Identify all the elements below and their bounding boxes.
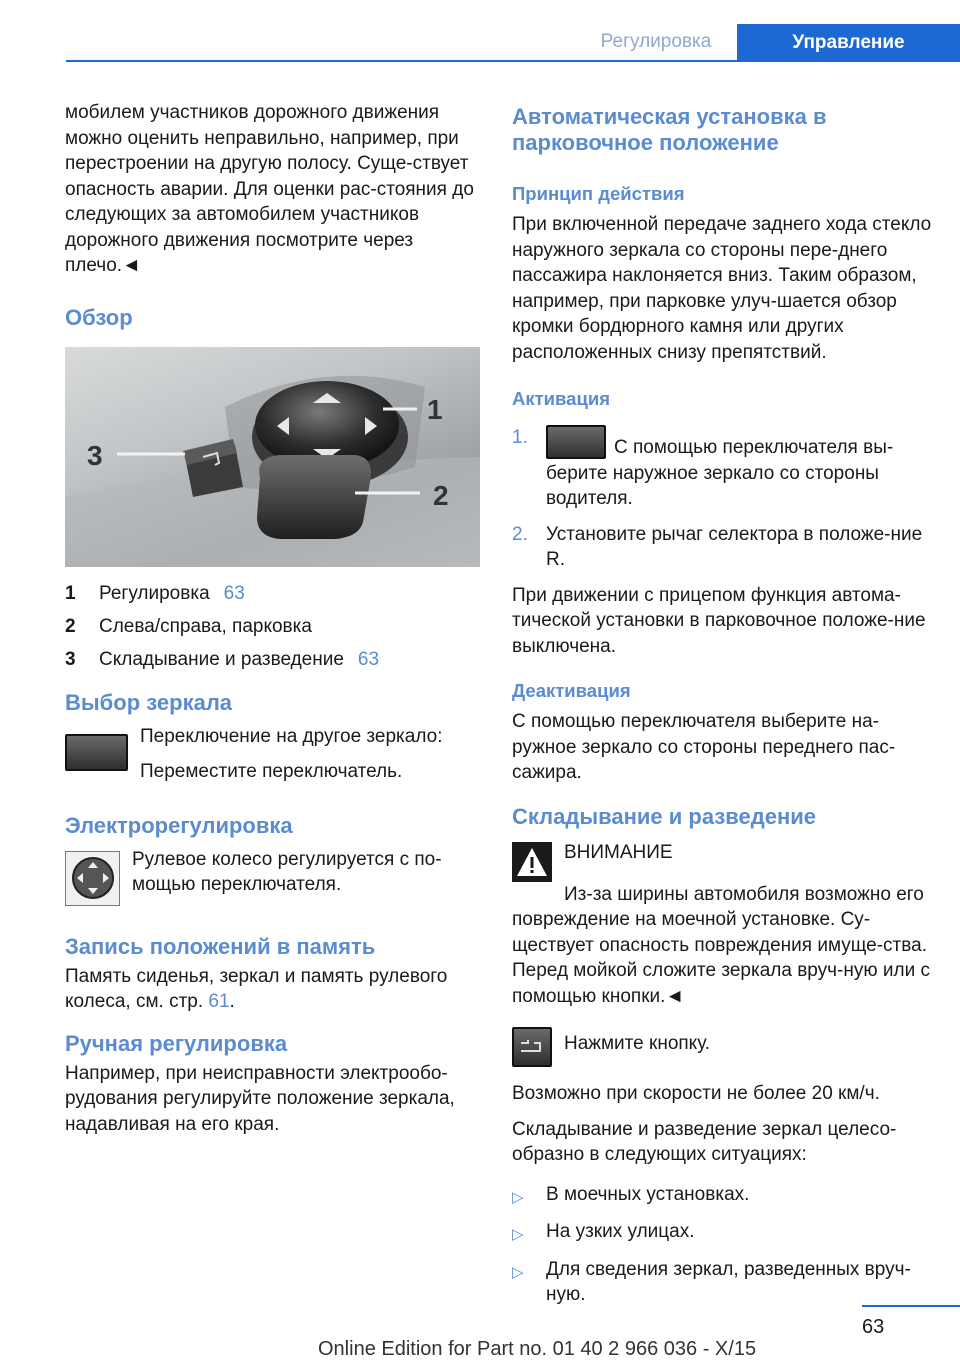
legend-text: Регулировка: [99, 582, 210, 604]
right-column: [512, 104, 932, 1317]
list-item-text: Для сведения зеркал, разведенных вруч-ную.: [546, 1258, 911, 1305]
legend-item: [65, 614, 485, 639]
footer-rule: [862, 1305, 960, 1307]
trailer-text: При движении с прицепом функция автома-тической установки в парковочное положе-ние выключена.: [512, 584, 926, 657]
activation-steps: [512, 425, 932, 573]
bullet-triangle-icon: ▷: [512, 1263, 524, 1281]
press-button-block: [512, 1027, 932, 1067]
four-way-switch-icon: [65, 851, 120, 906]
mirror-select-block: [65, 724, 485, 795]
header-tab-chapter[interactable]: Управление: [737, 24, 960, 62]
situations-text: Складывание и разведение зеркал целесо-образно в следующих ситуациях:: [512, 1118, 897, 1165]
legend-number: 1: [65, 582, 76, 604]
mirror-select-text-1: Переключение на другое зеркало:: [140, 725, 443, 747]
legend-page-ref[interactable]: 63: [357, 648, 380, 670]
memory-text: [65, 964, 485, 1015]
legend-list: [65, 581, 485, 672]
legend-number: 3: [65, 648, 76, 670]
step-item: [512, 522, 932, 573]
photo-label-3: 3: [87, 439, 103, 471]
bullet-triangle-icon: ▷: [512, 1226, 524, 1243]
manual-heading: Ручная регулировка: [65, 1030, 288, 1056]
overview-heading: Обзор: [65, 304, 133, 330]
legend-number: 2: [65, 615, 76, 637]
mirror-switch-photo: [65, 347, 480, 567]
photo-label-2: 2: [433, 479, 449, 511]
list-item-text: В моечных установках.: [546, 1183, 750, 1205]
step-number: 1.: [512, 427, 528, 448]
auto-park-heading: Автоматическая установка в парковочное положение: [512, 104, 827, 155]
memory-text-main: Память сиденья, зеркал и память рулевого колеса, см. стр.: [65, 965, 448, 1012]
mirror-switch-illustration: [65, 347, 480, 567]
fold-heading: Складывание и разведение: [512, 803, 816, 829]
manual-text: Например, при неисправности электрообо-рудования регулируйте положение зеркала, надавливая на его края.: [65, 1062, 455, 1135]
legend-text: Складывание и разведение: [99, 648, 344, 670]
page-number: 63: [862, 1316, 885, 1338]
intro-paragraph: мобилем участников дорожного движения можно оценить неправильно, например, при перестроении на другую полосу. Суще-ствует опасность аварии. Для оценки рас-стояния до следующих за автомобилем участников дорожного движения посмотрите через плечо.◄: [65, 102, 474, 276]
header-tab-section[interactable]: Регулировка: [600, 31, 712, 52]
list-item: [512, 1257, 932, 1308]
legend-item: [65, 647, 485, 672]
mirror-select-text-2: Переместите переключатель.: [140, 761, 403, 782]
step-text: Установите рычаг селектора в положе-ние R.: [546, 523, 923, 570]
press-button-text: Нажмите кнопку.: [564, 1033, 711, 1054]
electro-block: [65, 847, 485, 908]
list-item-text: На узких улицах.: [546, 1221, 695, 1242]
mirror-selector-switch-icon: [546, 425, 606, 459]
memory-heading: Запись положений в память: [65, 933, 376, 959]
principle-heading: Принцип действия: [512, 183, 685, 204]
situations-list: [512, 1182, 932, 1308]
legend-item: [65, 581, 485, 606]
deactivation-heading: Деактивация: [512, 680, 631, 701]
deactivation-text: С помощью переключателя выберите на-ружное зеркало со стороны переднего пас-сажира.: [512, 711, 896, 783]
legend-text: Слева/справа, парковка: [99, 615, 312, 637]
principle-text: При включенной передаче заднего хода стекло наружного зеркала со стороны пере-днего пассажира наклоняется вниз. Таким образом, например, при парковке улуч-шается обзор кромки бордюрного камня или других расположенных снизу препятствий.: [512, 214, 932, 363]
header-rule: [66, 60, 960, 62]
bullet-triangle-icon: ▷: [512, 1188, 524, 1206]
speed-limit-text: Возможно при скорости не более 20 км/ч.: [512, 1083, 880, 1104]
warning-block: [512, 840, 932, 882]
step-number: 2.: [512, 523, 528, 545]
mirror-select-heading: Выбор зеркала: [65, 689, 233, 715]
step-item: [512, 425, 932, 512]
left-column: [65, 100, 485, 1147]
legend-page-ref[interactable]: 63: [223, 582, 245, 604]
photo-label-1: 1: [427, 393, 443, 425]
warning-label: ВНИМАНИЕ: [564, 841, 673, 863]
activation-heading: Активация: [512, 388, 611, 409]
mirror-selector-switch-icon: [65, 734, 128, 771]
electro-heading: Электрорегулировка: [65, 812, 293, 838]
step-text: С помощью переключателя вы-берите наружное зеркало со стороны водителя.: [546, 437, 894, 509]
memory-page-link[interactable]: 61: [208, 991, 230, 1012]
electro-text: Рулевое колесо регулируется с по-мощью переключателя.: [132, 848, 442, 895]
memory-text-end: .: [229, 991, 235, 1012]
edition-footer: Online Edition for Part no. 01 40 2 966 036 - X/15: [318, 1338, 757, 1360]
list-item: [512, 1219, 932, 1248]
list-item: [512, 1182, 932, 1211]
fold-button-icon: [512, 1027, 552, 1067]
warning-text: Из-за ширины автомобиля возможно его повреждение на моечной установке. Су-ществует опасность повреждения имуще-ства. Перед мойкой сложите зеркала вруч-ную или с помощью кнопки.◄: [512, 883, 930, 1007]
warning-triangle-icon: [512, 842, 552, 882]
